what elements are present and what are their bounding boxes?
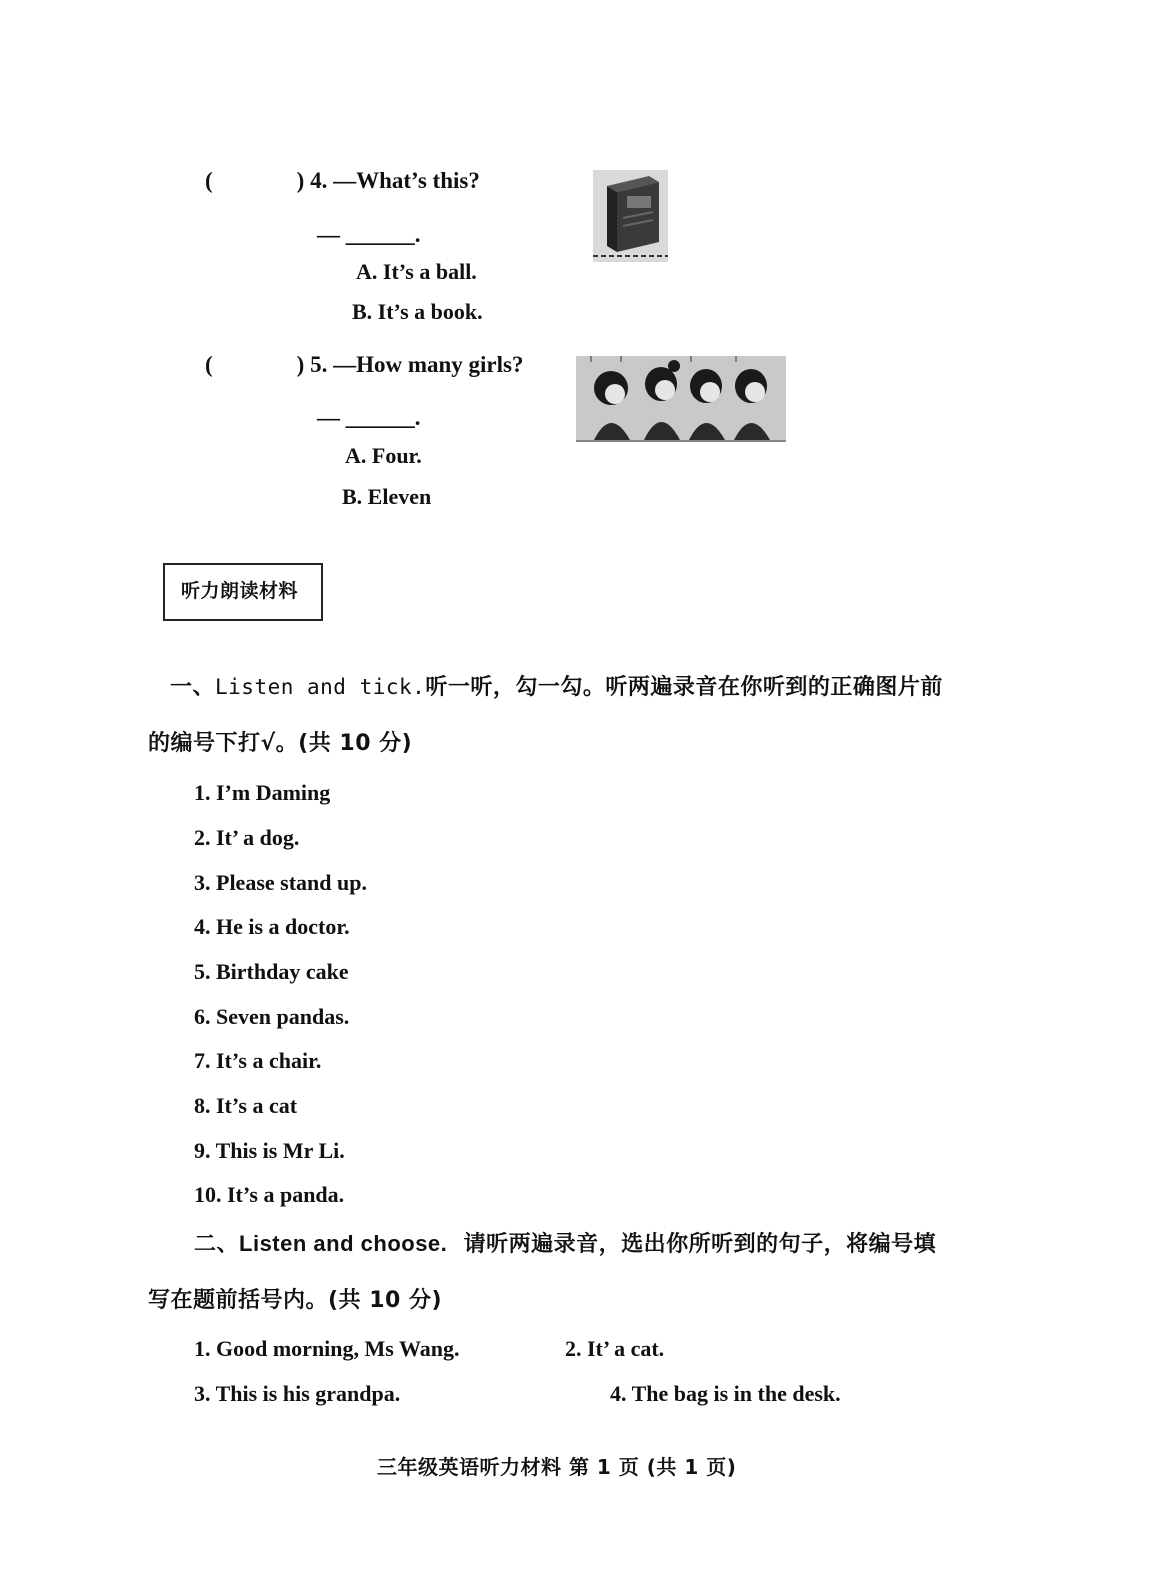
answer-paren-open: ( — [205, 168, 213, 193]
box-label: 听力朗读材料 — [181, 580, 299, 602]
section1-heading — [170, 670, 943, 701]
answer-blank: — ______. — [317, 405, 421, 430]
listening-material-box — [163, 563, 323, 621]
list-item: 2. It’ a cat. — [565, 1336, 665, 1361]
list-item: 10. It’s a panda. — [194, 1182, 345, 1207]
section-instructions: 听一听，勾一勾。听两遍录音在你听到的正确图片前 — [425, 675, 943, 700]
option-b: B. It’s a book. — [352, 299, 483, 324]
list-item: 4. He is a doctor. — [194, 914, 350, 939]
section-english: Listen and tick. — [215, 675, 426, 699]
answer-paren-close: ) — [296, 352, 305, 377]
list-item: 2. It’ a dog. — [194, 825, 300, 850]
list-item: 1. Good morning, Ms Wang. — [194, 1336, 460, 1361]
page-footer: 三年级英语听力材料 第 1 页 (共 1 页) — [377, 1455, 737, 1479]
four-girls-icon — [576, 356, 786, 442]
list-item: 8. It’s a cat — [194, 1093, 298, 1118]
list-item: 6. Seven pandas. — [194, 1004, 350, 1029]
section1-instructions-line2: 的编号下打√。(共 10 分) — [148, 731, 413, 756]
option-a: A. Four. — [345, 443, 422, 468]
answer-paren-open: ( — [205, 352, 213, 377]
question-text: 4. —What’s this? — [310, 168, 480, 193]
list-item: 1. I’m Daming — [194, 780, 331, 805]
section2-heading — [194, 1227, 936, 1258]
question-text: 5. —How many girls? — [310, 352, 524, 377]
list-item: 3. This is his grandpa. — [194, 1381, 401, 1406]
section-english: Listen and choose. — [239, 1231, 448, 1256]
option-b: B. Eleven — [342, 484, 432, 509]
list-item: 5. Birthday cake — [194, 959, 349, 984]
list-item: 7. It’s a chair. — [194, 1048, 322, 1073]
section-prefix: 一、 — [170, 675, 216, 700]
list-item: 3. Please stand up. — [194, 870, 367, 895]
list-item: 9. This is Mr Li. — [194, 1138, 345, 1163]
option-a: A. It’s a ball. — [356, 259, 477, 284]
section2-instructions-line2: 写在题前括号内。(共 10 分) — [148, 1288, 443, 1313]
book-icon — [593, 170, 668, 262]
section-prefix: 二、 — [194, 1232, 240, 1257]
question-4 — [205, 168, 480, 194]
list-item: 4. The bag is in the desk. — [610, 1381, 841, 1406]
answer-blank: — ______. — [317, 222, 421, 247]
answer-paren-close: ) — [296, 168, 305, 193]
section-instructions: 请听两遍录音，选出你所听到的句子，将编号填 — [463, 1232, 937, 1257]
question-5 — [205, 352, 523, 378]
